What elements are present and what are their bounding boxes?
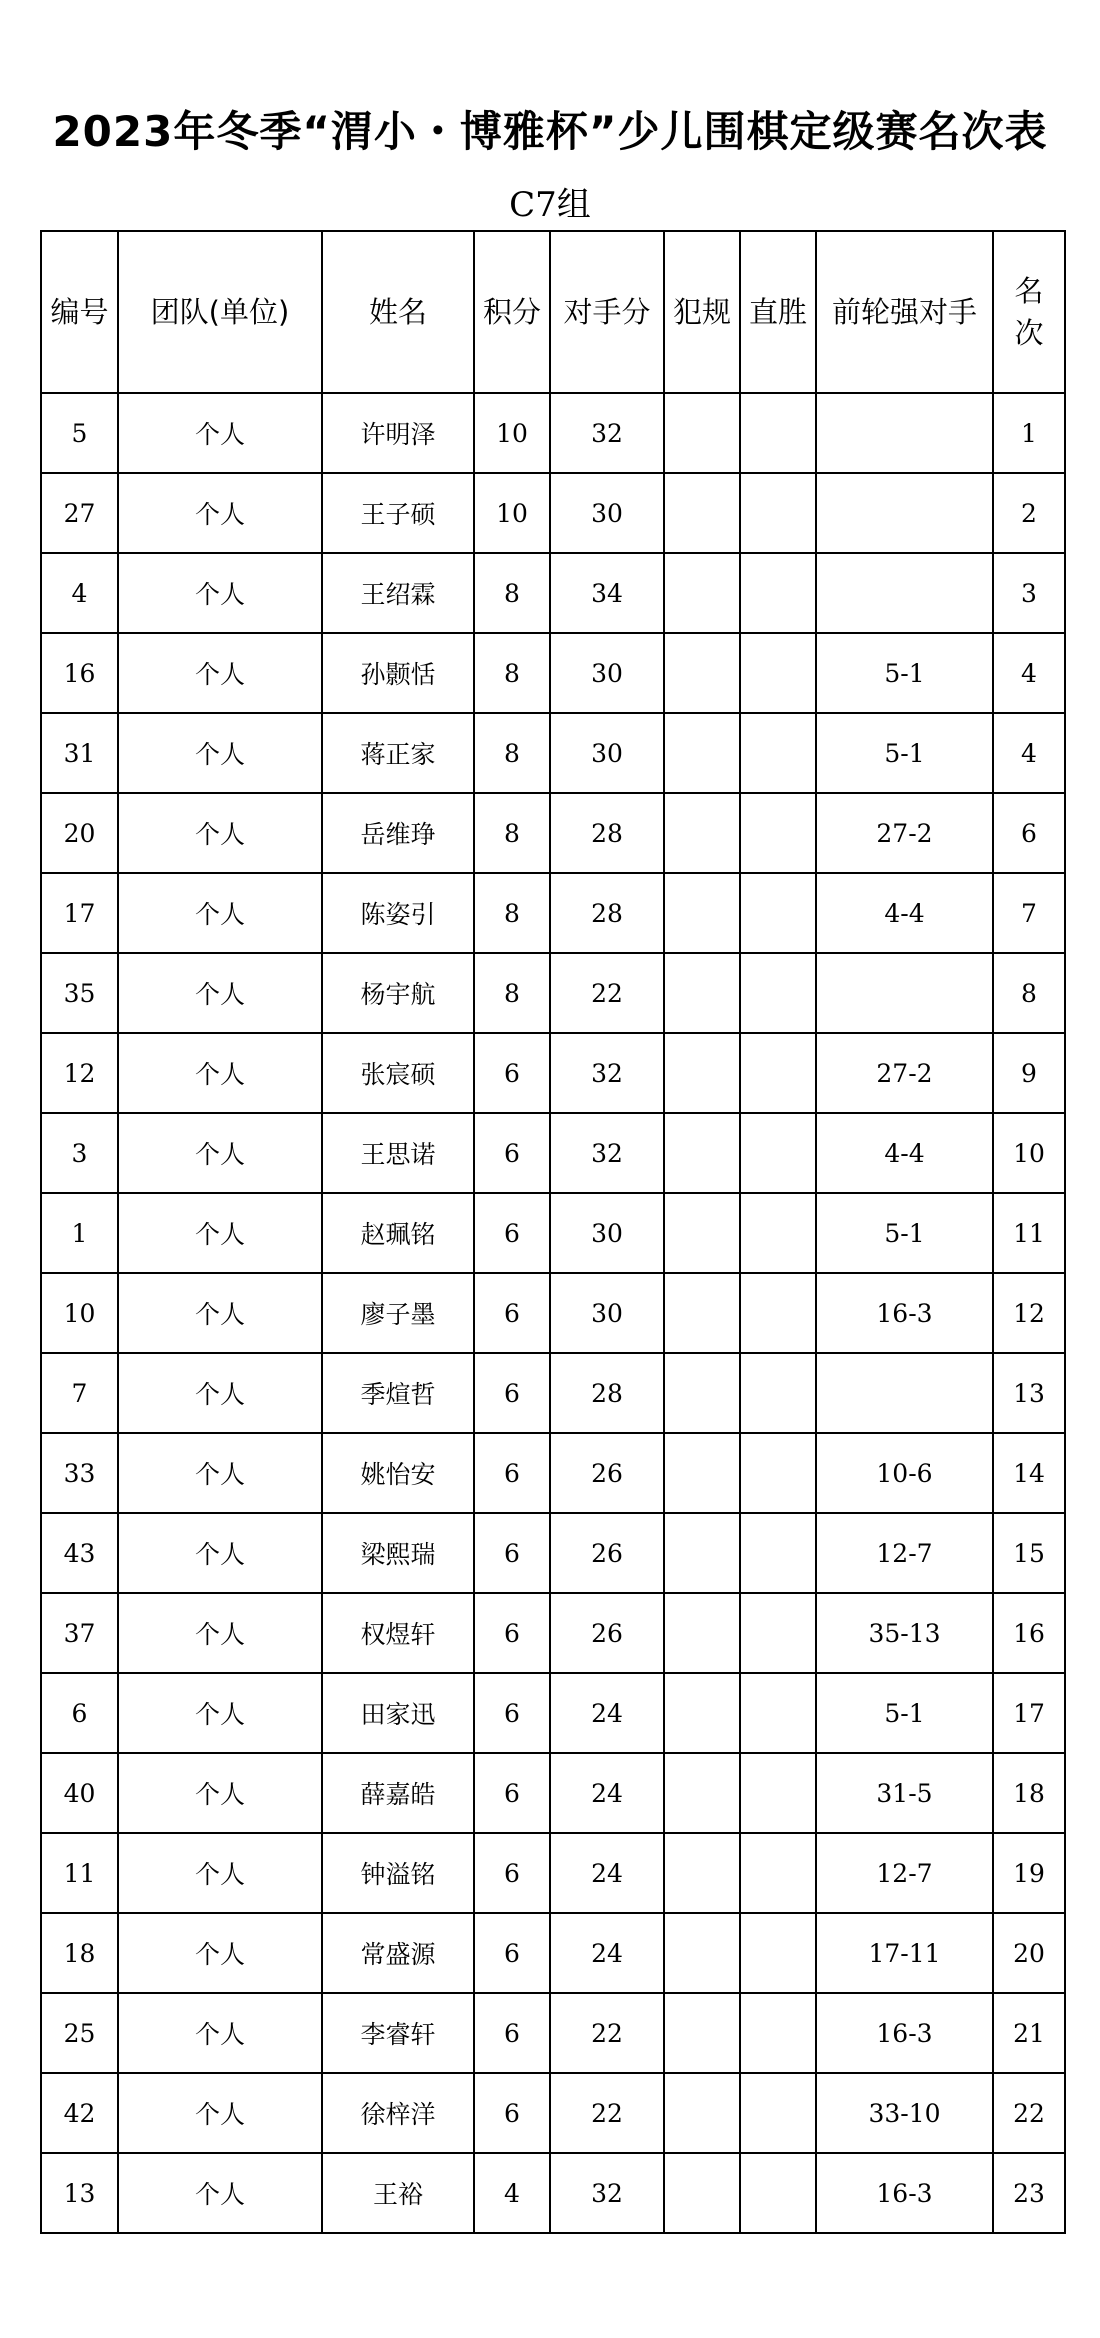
cell-id: 3 xyxy=(41,1113,118,1193)
cell-id: 6 xyxy=(41,1673,118,1753)
cell-opponent-score: 28 xyxy=(550,1353,664,1433)
table-row xyxy=(41,1433,1065,1513)
cell-id: 40 xyxy=(41,1753,118,1833)
cell-team: 个人 xyxy=(118,1113,322,1193)
cell-foul xyxy=(664,633,740,713)
cell-foul xyxy=(664,1033,740,1113)
table-row xyxy=(41,1993,1065,2073)
cell-points: 6 xyxy=(474,1273,550,1353)
cell-team: 个人 xyxy=(118,1673,322,1753)
cell-direct-win xyxy=(740,953,816,1033)
cell-team: 个人 xyxy=(118,2153,322,2233)
cell-direct-win xyxy=(740,873,816,953)
table-row xyxy=(41,1113,1065,1193)
cell-opponent-score: 32 xyxy=(550,1033,664,1113)
cell-id: 11 xyxy=(41,1833,118,1913)
cell-id: 17 xyxy=(41,873,118,953)
cell-opponent-score: 30 xyxy=(550,1273,664,1353)
cell-points: 6 xyxy=(474,1513,550,1593)
page-title: 2023年冬季“渭小・博雅杯”少儿围棋定级赛名次表 xyxy=(52,107,1048,156)
cell-team: 个人 xyxy=(118,953,322,1033)
cell-name: 权煜轩 xyxy=(322,1593,474,1673)
cell-opponent-score: 24 xyxy=(550,1673,664,1753)
cell-previous-strong-opponent xyxy=(816,553,993,633)
cell-direct-win xyxy=(740,1433,816,1513)
cell-name: 蒋正家 xyxy=(322,713,474,793)
cell-opponent-score: 26 xyxy=(550,1593,664,1673)
cell-team: 个人 xyxy=(118,713,322,793)
cell-points: 6 xyxy=(474,2073,550,2153)
cell-team: 个人 xyxy=(118,793,322,873)
header-rank xyxy=(993,231,1065,393)
table-row xyxy=(41,1673,1065,1753)
cell-rank: 22 xyxy=(993,2073,1065,2153)
cell-id: 18 xyxy=(41,1913,118,1993)
cell-rank: 4 xyxy=(993,713,1065,793)
cell-name: 王裕 xyxy=(322,2153,474,2233)
cell-name: 钟溢铭 xyxy=(322,1833,474,1913)
cell-previous-strong-opponent: 5-1 xyxy=(816,1193,993,1273)
cell-rank: 21 xyxy=(993,1993,1065,2073)
cell-team: 个人 xyxy=(118,2073,322,2153)
header-points: 积分 xyxy=(474,231,550,393)
cell-direct-win xyxy=(740,1273,816,1353)
cell-points: 10 xyxy=(474,473,550,553)
cell-opponent-score: 30 xyxy=(550,633,664,713)
cell-previous-strong-opponent: 12-7 xyxy=(816,1513,993,1593)
cell-direct-win xyxy=(740,1753,816,1833)
table-row xyxy=(41,873,1065,953)
cell-foul xyxy=(664,2073,740,2153)
table-row xyxy=(41,1193,1065,1273)
cell-name: 孙颢恬 xyxy=(322,633,474,713)
cell-rank: 16 xyxy=(993,1593,1065,1673)
cell-name: 田家迅 xyxy=(322,1673,474,1753)
cell-points: 8 xyxy=(474,953,550,1033)
cell-id: 16 xyxy=(41,633,118,713)
cell-name: 李睿轩 xyxy=(322,1993,474,2073)
cell-id: 20 xyxy=(41,793,118,873)
cell-rank: 18 xyxy=(993,1753,1065,1833)
table-row xyxy=(41,1273,1065,1353)
cell-previous-strong-opponent xyxy=(816,1353,993,1433)
cell-id: 33 xyxy=(41,1433,118,1513)
cell-points: 6 xyxy=(474,1753,550,1833)
cell-id: 42 xyxy=(41,2073,118,2153)
cell-previous-strong-opponent: 5-1 xyxy=(816,713,993,793)
cell-opponent-score: 24 xyxy=(550,1913,664,1993)
cell-opponent-score: 30 xyxy=(550,713,664,793)
cell-direct-win xyxy=(740,1113,816,1193)
cell-foul xyxy=(664,1673,740,1753)
header-opponent-score: 对手分 xyxy=(550,231,664,393)
cell-opponent-score: 22 xyxy=(550,1993,664,2073)
cell-direct-win xyxy=(740,713,816,793)
cell-rank: 2 xyxy=(993,473,1065,553)
cell-id: 10 xyxy=(41,1273,118,1353)
cell-id: 25 xyxy=(41,1993,118,2073)
cell-id: 37 xyxy=(41,1593,118,1673)
cell-rank: 9 xyxy=(993,1033,1065,1113)
cell-name: 岳维琤 xyxy=(322,793,474,873)
cell-direct-win xyxy=(740,473,816,553)
cell-points: 6 xyxy=(474,1433,550,1513)
table-body xyxy=(41,393,1065,2233)
cell-opponent-score: 26 xyxy=(550,1513,664,1593)
cell-name: 徐梓洋 xyxy=(322,2073,474,2153)
cell-id: 27 xyxy=(41,473,118,553)
cell-team: 个人 xyxy=(118,1833,322,1913)
cell-name: 梁熙瑞 xyxy=(322,1513,474,1593)
cell-rank: 12 xyxy=(993,1273,1065,1353)
cell-rank: 20 xyxy=(993,1913,1065,1993)
cell-previous-strong-opponent: 4-4 xyxy=(816,873,993,953)
cell-previous-strong-opponent: 17-11 xyxy=(816,1913,993,1993)
cell-id: 13 xyxy=(41,2153,118,2233)
cell-opponent-score: 30 xyxy=(550,473,664,553)
cell-rank: 3 xyxy=(993,553,1065,633)
table-row xyxy=(41,393,1065,473)
cell-direct-win xyxy=(740,793,816,873)
cell-rank: 1 xyxy=(993,393,1065,473)
table-row xyxy=(41,713,1065,793)
cell-team: 个人 xyxy=(118,873,322,953)
cell-foul xyxy=(664,1993,740,2073)
cell-foul xyxy=(664,1833,740,1913)
cell-id: 35 xyxy=(41,953,118,1033)
cell-direct-win xyxy=(740,393,816,473)
cell-foul xyxy=(664,1913,740,1993)
cell-id: 31 xyxy=(41,713,118,793)
cell-name: 赵珮铭 xyxy=(322,1193,474,1273)
table-row xyxy=(41,1513,1065,1593)
cell-team: 个人 xyxy=(118,1353,322,1433)
cell-name: 王思诺 xyxy=(322,1113,474,1193)
cell-team: 个人 xyxy=(118,1513,322,1593)
table-row xyxy=(41,1833,1065,1913)
cell-points: 6 xyxy=(474,1993,550,2073)
cell-opponent-score: 32 xyxy=(550,2153,664,2233)
cell-direct-win xyxy=(740,1673,816,1753)
group-label: C7组 xyxy=(509,185,591,225)
table-row xyxy=(41,1353,1065,1433)
cell-foul xyxy=(664,873,740,953)
cell-name: 陈姿引 xyxy=(322,873,474,953)
header-team: 团队(单位) xyxy=(118,231,322,393)
cell-direct-win xyxy=(740,1353,816,1433)
cell-name: 许明泽 xyxy=(322,393,474,473)
cell-foul xyxy=(664,1353,740,1433)
cell-direct-win xyxy=(740,1913,816,1993)
cell-previous-strong-opponent: 31-5 xyxy=(816,1753,993,1833)
cell-points: 6 xyxy=(474,1353,550,1433)
table-row xyxy=(41,553,1065,633)
cell-name: 张宸硕 xyxy=(322,1033,474,1113)
cell-previous-strong-opponent: 4-4 xyxy=(816,1113,993,1193)
header-previous-strong-opponent: 前轮强对手 xyxy=(816,231,993,393)
cell-id: 12 xyxy=(41,1033,118,1113)
cell-id: 43 xyxy=(41,1513,118,1593)
cell-direct-win xyxy=(740,1193,816,1273)
cell-direct-win xyxy=(740,1033,816,1113)
cell-points: 6 xyxy=(474,1113,550,1193)
cell-opponent-score: 22 xyxy=(550,953,664,1033)
cell-previous-strong-opponent: 35-13 xyxy=(816,1593,993,1673)
table-row xyxy=(41,2153,1065,2233)
cell-rank: 14 xyxy=(993,1433,1065,1513)
cell-foul xyxy=(664,1593,740,1673)
cell-opponent-score: 26 xyxy=(550,1433,664,1513)
cell-points: 6 xyxy=(474,1913,550,1993)
cell-previous-strong-opponent: 33-10 xyxy=(816,2073,993,2153)
cell-direct-win xyxy=(740,2073,816,2153)
cell-direct-win xyxy=(740,2153,816,2233)
cell-name: 杨宇航 xyxy=(322,953,474,1033)
cell-opponent-score: 22 xyxy=(550,2073,664,2153)
cell-foul xyxy=(664,713,740,793)
cell-foul xyxy=(664,1513,740,1593)
cell-foul xyxy=(664,473,740,553)
table-row xyxy=(41,2073,1065,2153)
table-row xyxy=(41,1913,1065,1993)
cell-direct-win xyxy=(740,633,816,713)
cell-foul xyxy=(664,1193,740,1273)
cell-points: 8 xyxy=(474,553,550,633)
cell-previous-strong-opponent: 27-2 xyxy=(816,1033,993,1113)
cell-foul xyxy=(664,953,740,1033)
table-row xyxy=(41,1593,1065,1673)
header-rank-label: 名次 xyxy=(1014,274,1044,350)
cell-points: 6 xyxy=(474,1193,550,1273)
cell-points: 6 xyxy=(474,1833,550,1913)
cell-previous-strong-opponent xyxy=(816,953,993,1033)
cell-opponent-score: 32 xyxy=(550,393,664,473)
cell-opponent-score: 28 xyxy=(550,873,664,953)
cell-name: 王绍霖 xyxy=(322,553,474,633)
cell-points: 8 xyxy=(474,633,550,713)
header-id: 编号 xyxy=(41,231,118,393)
table-row xyxy=(41,473,1065,553)
cell-opponent-score: 28 xyxy=(550,793,664,873)
cell-id: 1 xyxy=(41,1193,118,1273)
cell-rank: 8 xyxy=(993,953,1065,1033)
table-row xyxy=(41,633,1065,713)
header-foul: 犯规 xyxy=(664,231,740,393)
table-row xyxy=(41,793,1065,873)
cell-previous-strong-opponent: 12-7 xyxy=(816,1833,993,1913)
cell-rank: 23 xyxy=(993,2153,1065,2233)
cell-team: 个人 xyxy=(118,633,322,713)
table-row xyxy=(41,1033,1065,1113)
cell-direct-win xyxy=(740,1993,816,2073)
cell-rank: 4 xyxy=(993,633,1065,713)
cell-points: 8 xyxy=(474,713,550,793)
cell-name: 王子硕 xyxy=(322,473,474,553)
cell-name: 廖子墨 xyxy=(322,1273,474,1353)
cell-id: 4 xyxy=(41,553,118,633)
cell-name: 姚怡安 xyxy=(322,1433,474,1513)
cell-opponent-score: 34 xyxy=(550,553,664,633)
cell-opponent-score: 24 xyxy=(550,1833,664,1913)
cell-previous-strong-opponent xyxy=(816,393,993,473)
cell-rank: 10 xyxy=(993,1113,1065,1193)
cell-team: 个人 xyxy=(118,1593,322,1673)
table-row xyxy=(41,953,1065,1033)
cell-rank: 13 xyxy=(993,1353,1065,1433)
cell-team: 个人 xyxy=(118,553,322,633)
cell-team: 个人 xyxy=(118,1273,322,1353)
cell-points: 8 xyxy=(474,793,550,873)
cell-team: 个人 xyxy=(118,1753,322,1833)
cell-rank: 15 xyxy=(993,1513,1065,1593)
cell-points: 6 xyxy=(474,1593,550,1673)
cell-opponent-score: 32 xyxy=(550,1113,664,1193)
cell-previous-strong-opponent: 10-6 xyxy=(816,1433,993,1513)
cell-team: 个人 xyxy=(118,393,322,473)
cell-foul xyxy=(664,2153,740,2233)
cell-points: 4 xyxy=(474,2153,550,2233)
cell-foul xyxy=(664,793,740,873)
cell-points: 8 xyxy=(474,873,550,953)
cell-team: 个人 xyxy=(118,1193,322,1273)
cell-opponent-score: 24 xyxy=(550,1753,664,1833)
cell-direct-win xyxy=(740,553,816,633)
cell-foul xyxy=(664,553,740,633)
cell-direct-win xyxy=(740,1833,816,1913)
cell-opponent-score: 30 xyxy=(550,1193,664,1273)
cell-rank: 7 xyxy=(993,873,1065,953)
cell-rank: 19 xyxy=(993,1833,1065,1913)
cell-rank: 11 xyxy=(993,1193,1065,1273)
cell-points: 6 xyxy=(474,1033,550,1113)
cell-rank: 6 xyxy=(993,793,1065,873)
cell-team: 个人 xyxy=(118,1993,322,2073)
cell-foul xyxy=(664,1753,740,1833)
cell-name: 常盛源 xyxy=(322,1913,474,1993)
cell-previous-strong-opponent: 5-1 xyxy=(816,1673,993,1753)
cell-id: 7 xyxy=(41,1353,118,1433)
cell-foul xyxy=(664,1113,740,1193)
header-direct-win: 直胜 xyxy=(740,231,816,393)
cell-name: 薛嘉皓 xyxy=(322,1753,474,1833)
cell-rank: 17 xyxy=(993,1673,1065,1753)
cell-previous-strong-opponent xyxy=(816,473,993,553)
cell-foul xyxy=(664,1273,740,1353)
cell-id: 5 xyxy=(41,393,118,473)
cell-previous-strong-opponent: 5-1 xyxy=(816,633,993,713)
cell-team: 个人 xyxy=(118,473,322,553)
cell-previous-strong-opponent: 16-3 xyxy=(816,1993,993,2073)
cell-team: 个人 xyxy=(118,1913,322,1993)
cell-previous-strong-opponent: 16-3 xyxy=(816,1273,993,1353)
cell-team: 个人 xyxy=(118,1433,322,1513)
cell-direct-win xyxy=(740,1513,816,1593)
cell-foul xyxy=(664,1433,740,1513)
cell-name: 季煊哲 xyxy=(322,1353,474,1433)
cell-team: 个人 xyxy=(118,1033,322,1113)
cell-points: 10 xyxy=(474,393,550,473)
cell-foul xyxy=(664,393,740,473)
cell-direct-win xyxy=(740,1593,816,1673)
header-name: 姓名 xyxy=(322,231,474,393)
cell-previous-strong-opponent: 27-2 xyxy=(816,793,993,873)
table-row xyxy=(41,1753,1065,1833)
results-table xyxy=(40,230,1066,2234)
cell-points: 6 xyxy=(474,1673,550,1753)
header-row xyxy=(41,231,1065,393)
cell-previous-strong-opponent: 16-3 xyxy=(816,2153,993,2233)
